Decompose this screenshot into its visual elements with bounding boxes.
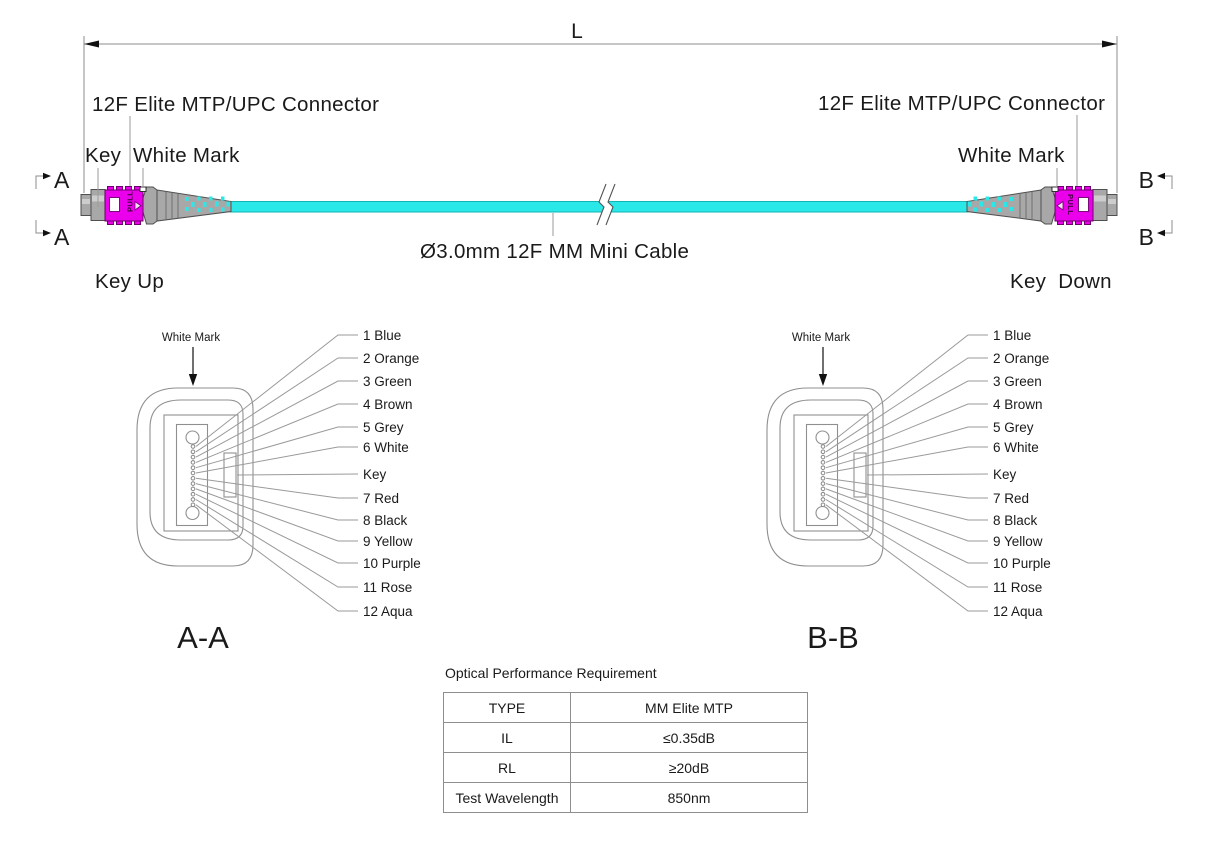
pinout-label: 12 Aqua [993, 604, 1043, 619]
section-marker-b-bottom [1139, 220, 1172, 250]
section-letter-a: A [54, 224, 70, 250]
pinout-label: 11 Rose [993, 580, 1043, 595]
section-marker-b-top [1139, 167, 1172, 193]
boot-label-window [110, 198, 120, 212]
white-mark-label: White Mark [958, 144, 1065, 167]
pinout-label: 5 Grey [363, 420, 404, 435]
param-cell: RL [444, 753, 571, 783]
pinout-label: Key [363, 467, 387, 482]
connector-flange [143, 187, 157, 224]
value-cell: MM Elite MTP [571, 693, 808, 723]
cable-label: Ø3.0mm 12F MM Mini Cable [420, 240, 690, 263]
face-housing-outline [164, 415, 238, 531]
pinout-label: 9 Yellow [993, 534, 1043, 549]
pinout-label: 10 Purple [993, 556, 1051, 571]
section-letter-b: B [1138, 167, 1154, 193]
pinout-label: 12 Aqua [363, 604, 413, 619]
right-mtp-connector [967, 187, 1117, 225]
pinout-label: 7 Red [363, 491, 400, 506]
key-label: Key [85, 144, 122, 167]
performance-table [443, 692, 808, 813]
dimension-arrow-right-icon [1102, 41, 1117, 48]
value-cell: ≥20dB [571, 753, 808, 783]
right-connector-label: 12F Elite MTP/UPC Connector [818, 92, 1106, 115]
pull-label-left: PULL [125, 190, 135, 212]
pinout-label: Key [993, 467, 1017, 482]
fiber-holes [191, 445, 195, 507]
section-letter-b: B [1138, 224, 1154, 250]
pinout-label: 8 Black [993, 513, 1038, 528]
value-cell: 850nm [571, 783, 808, 813]
pinout-label: 5 Grey [993, 420, 1034, 435]
table-row [444, 753, 808, 783]
guide-pin-hole [186, 507, 199, 520]
connector-face-shape [137, 335, 358, 611]
left-connector-label: 12F Elite MTP/UPC Connector [92, 93, 380, 116]
pinout-label: 1 Blue [993, 328, 1032, 343]
guide-pin-hole [186, 431, 199, 444]
pinout-label: 8 Black [363, 513, 408, 528]
pinout-label: 1 Blue [363, 328, 402, 343]
pinout-label: 7 Red [993, 491, 1030, 506]
face-view-b-shape [767, 335, 988, 611]
key-down-label: Key Down [1010, 270, 1112, 293]
pinout-label: 10 Purple [363, 556, 421, 571]
pinout-label: 4 Brown [993, 397, 1043, 412]
table-row [444, 783, 808, 813]
white-mark-arrow-icon [189, 374, 197, 386]
param-cell: Test Wavelength [444, 783, 571, 813]
param-cell: IL [444, 723, 571, 753]
ferrule-highlight [82, 199, 90, 204]
section-marker-a-top [36, 167, 70, 193]
white-mark-label: White Mark [133, 144, 240, 167]
white-mark-label: White Mark [791, 332, 851, 344]
pinout-label: 4 Brown [363, 397, 413, 412]
cable-body [230, 202, 968, 213]
pinout-label: 3 Green [363, 374, 412, 389]
pinout-label: 6 White [993, 440, 1039, 455]
dimension-label: L [571, 20, 583, 43]
pinout-label: 2 Orange [993, 351, 1050, 366]
param-cell: TYPE [444, 693, 571, 723]
value-cell: ≤0.35dB [571, 723, 808, 753]
white-mark-label: White Mark [161, 332, 221, 344]
dimension-arrow-left-icon [84, 41, 99, 48]
section-view-caption: A-A [177, 620, 229, 655]
table-row [444, 693, 808, 723]
ferrule-tip [81, 195, 91, 216]
pull-label-right: PULL [1066, 194, 1075, 216]
pinout-label: 9 Yellow [363, 534, 413, 549]
pinout-label: 6 White [363, 440, 409, 455]
pinout-label: 11 Rose [363, 580, 413, 595]
pinout-label: 2 Orange [363, 351, 420, 366]
section-view-caption: B-B [807, 620, 859, 655]
performance-table-title: Optical Performance Requirement [445, 665, 657, 681]
section-marker-a-bottom [36, 220, 70, 250]
key-up-label: Key Up [95, 270, 165, 293]
mtp-connector-shape [81, 187, 231, 225]
pinout-leader-lines [196, 335, 358, 611]
pinout-label: 3 Green [993, 374, 1042, 389]
table-row [444, 723, 808, 753]
section-letter-a: A [54, 167, 70, 193]
